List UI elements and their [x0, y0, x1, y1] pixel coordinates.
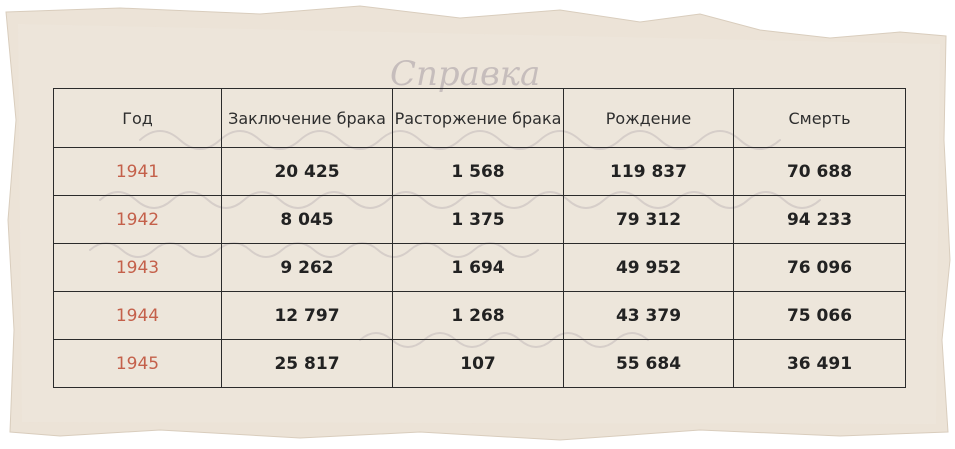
cell-divorces: 1 268	[393, 292, 564, 340]
cell-deaths: 70 688	[734, 148, 906, 196]
cell-births: 49 952	[564, 244, 734, 292]
cell-deaths: 76 096	[734, 244, 906, 292]
header-marriages: Заключение брака	[222, 89, 393, 148]
table-row	[54, 148, 906, 196]
cell-marriages: 9 262	[222, 244, 393, 292]
cell-births: 119 837	[564, 148, 734, 196]
table-row	[54, 196, 906, 244]
cell-marriages: 12 797	[222, 292, 393, 340]
cell-deaths: 94 233	[734, 196, 906, 244]
statistics-table	[53, 88, 906, 388]
table-row	[54, 340, 906, 388]
cell-divorces: 107	[393, 340, 564, 388]
cell-divorces: 1 568	[393, 148, 564, 196]
handwritten-heading: Справка	[390, 54, 541, 94]
table-row	[54, 292, 906, 340]
header-deaths: Смерть	[734, 89, 906, 148]
header-year: Год	[54, 89, 222, 148]
table-row	[54, 244, 906, 292]
cell-marriages: 8 045	[222, 196, 393, 244]
cell-divorces: 1 694	[393, 244, 564, 292]
cell-divorces: 1 375	[393, 196, 564, 244]
cell-births: 55 684	[564, 340, 734, 388]
cell-year: 1941	[54, 148, 222, 196]
cell-year: 1945	[54, 340, 222, 388]
cell-births: 79 312	[564, 196, 734, 244]
cell-deaths: 36 491	[734, 340, 906, 388]
cell-year: 1943	[54, 244, 222, 292]
cell-marriages: 25 817	[222, 340, 393, 388]
cell-year: 1942	[54, 196, 222, 244]
header-births: Рождение	[564, 89, 734, 148]
cell-marriages: 20 425	[222, 148, 393, 196]
header-divorces: Расторжение брака	[393, 89, 564, 148]
cell-year: 1944	[54, 292, 222, 340]
table-header-row	[54, 89, 906, 148]
cell-deaths: 75 066	[734, 292, 906, 340]
cell-births: 43 379	[564, 292, 734, 340]
